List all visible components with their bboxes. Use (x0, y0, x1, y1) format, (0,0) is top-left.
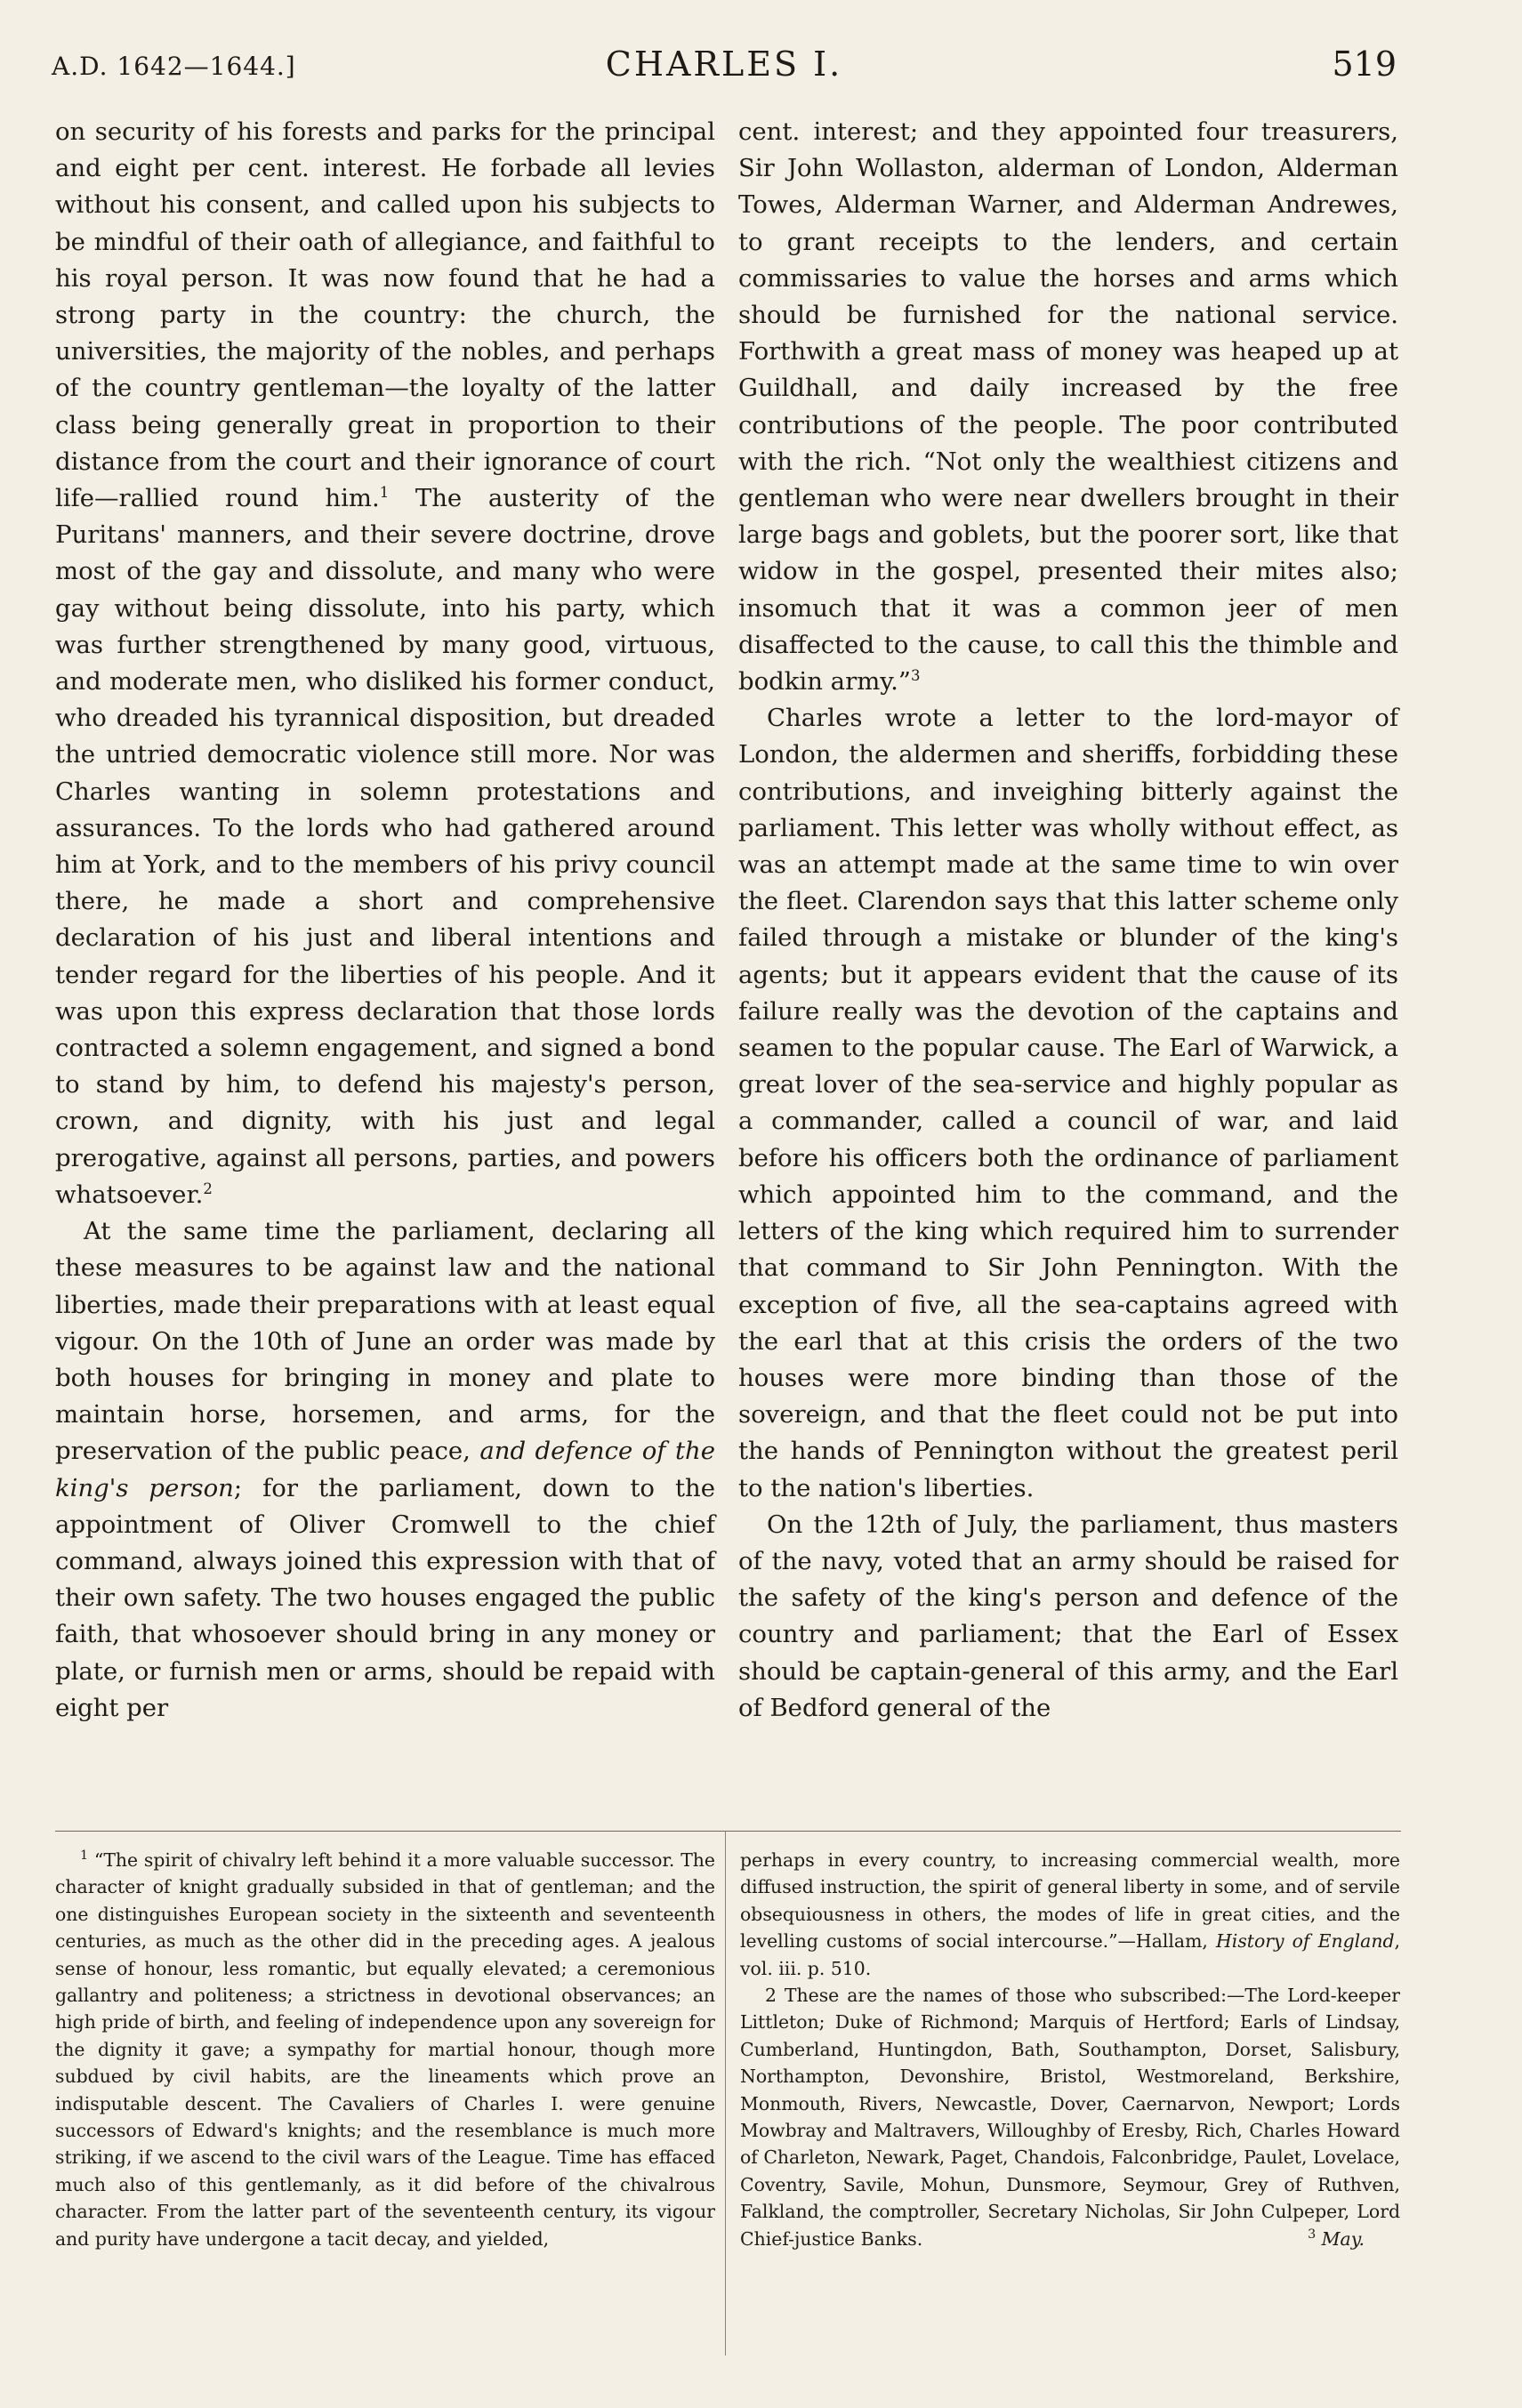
left-column (55, 114, 715, 1727)
footnote-text: perhaps in every country, to increasing commercial wealth, more diffused instruction, the spirit of general liberty in some, and of servile obsequiousness in others, the modes of life in great cities, and the levelling customs of social intercourse.”—Hallam, (740, 1849, 1400, 1953)
footnote-2 (740, 1982, 1400, 2252)
footnote-source-title: History of England (1216, 1930, 1395, 1953)
paragraph (738, 114, 1398, 700)
footnotes-left (55, 1847, 715, 2252)
footnote-column-rule (725, 1831, 726, 2356)
footnote-ref-2: 2 (203, 1180, 213, 1197)
footnote-3 (1283, 2226, 1400, 2252)
italic-phrase: and defence of the king's person (55, 1437, 715, 1502)
paragraph-text: on security of his forests and parks for the principal and eight per cent. interest. He forbade all levies without his consent, and called upon his subjects to be mindful of their oath of allegiance, and faithful to his royal person. It was now found that he had a strong party in the country: the church, the universities, the majority of the nobles, and perhaps of the country gentleman—the loyalty of the latter class being generally great in proportion to their distance from the court and their ignorance of court life—rallied round him. (55, 117, 715, 513)
right-column (738, 114, 1398, 1727)
running-header (52, 44, 1397, 89)
footnote-marker: 1 (80, 1848, 89, 1864)
footnote-1-continued (740, 1847, 1400, 1982)
footnote-ref-3: 3 (910, 666, 921, 684)
footnotes-right (740, 1847, 1400, 2252)
page-number: 519 (1332, 44, 1397, 84)
footnote-divider (55, 1831, 1401, 1832)
footnote-text: May. (1321, 2227, 1365, 2250)
footnote-text: , vol. iii. p. 510. (740, 1930, 1400, 1979)
paragraph: Charles wrote a letter to the lord-mayor of London, the aldermen and sheriffs, forbidding these contributions, and inveighing bitterly against the parliament. This letter was wholly without effect, as was an attempt made at the same time to win over the fleet. Clarendon says that this latter scheme only failed through a mistake or blunder of the king's agents; but it appears evident that the cause of its failure really was the devotion of the captains and seamen to the popular cause. The Earl of Warwick, a great lover of the sea-service and highly popular as a commander, called a council of war, and laid before his officers both the ordinance of parliament which appointed him to the command, and the letters of the king which required him to surrender that command to Sir John Pennington. With the exception of five, all the sea-captains agreed with the earl that at this crisis the orders of the two houses were more binding than those of the sovereign, and that the fleet could not be put into the hands of Pennington without the greatest peril to the nation's liberties. (738, 704, 1398, 1502)
header-date-range: A.D. 1642—1644.] (52, 52, 296, 81)
footnote-text: These are the names of those who subscribed:—The Lord-keeper Littleton; Duke of Richmond; Marquis of Hertford; Earls of Lindsay, Cumberland, Huntingdon, Bath, Southampton, Dorset, Salisbury, Northampton, Devonshire, Bristol, Westmoreland, Berkshire, Monmouth, Rivers, Newcastle, Dover, Caernarvon, Newport; Lords Mowbray and Maltravers, Willoughby of Eresby, Rich, Charles Howard of Charleton, Newark, Paget, Chandois, Falconbridge, Paulet, Lovelace, Coventry, Savile, Mohun, Dunsmore, Seymour, Grey of Ruthven, Falkland, the comptroller, Secretary Nicholas, Sir John Culpeper, Lord Chief-justice Banks. (740, 1985, 1400, 2250)
header-title: CHARLES I. (605, 44, 843, 84)
paragraph-text: The austerity of the Puritans' manners, and their severe doctrine, drove most of the gay and dissolute, and many who were gay without being dissolute, into his party, which was further strengthened by many good, virtuous, and moderate men, who disliked his former conduct, who dreaded his tyrannical disposition, but dreaded the untried democratic violence still more. Nor was Charles wanting in solemn protestations and assurances. To the lords who had gathered around him at York, and to the members of his privy council there, he made a short and comprehensive declaration of his just and liberal intentions and tender regard for the liberties of his people. And it was upon this express declaration that those lords contracted a solemn engagement, and signed a bond to stand by him, to defend his majesty's person, crown, and dignity, with his just and legal prerogative, against all persons, parties, and powers whatsoever. (55, 484, 716, 1209)
paragraph (55, 1213, 715, 1727)
paragraph: On the 12th of July, the parliament, thus masters of the navy, voted that an army should be raised for the safety of the king's person and defence of the country and parliament; that the Earl of Essex should be captain-general of this army, and the Earl of Bedford general of the (738, 1510, 1398, 1722)
footnote-marker: 2 (765, 1985, 777, 2007)
paragraph-text: At the same time the parliament, declaring all these measures to be against law and the national liberties, made their preparations with at least equal vigour. On the 10th of June an order was made by both houses for bringing in money and plate to maintain horse, horsemen, and arms, for the preservation of the public peace, (55, 1217, 715, 1466)
footnote-marker: 3 (1308, 2227, 1317, 2242)
paragraph (55, 114, 715, 1213)
footnote-1 (55, 1847, 715, 2252)
paragraph-text: ; for the parliament, down to the appointment of Oliver Cromwell to the chief command, always joined this expression with that of their own safety. The two houses engaged the public faith, that whosoever should bring in any money or plate, or furnish men or arms, should be repaid with eight per (55, 1473, 716, 1722)
paragraph-text: cent. interest; and they appointed four treasurers, Sir John Wollaston, alderman of London, Alderman Towes, Alderman Warner, and Alderman Andrewes, to grant receipts to the lenders, and certain commissaries to value the horses and arms which should be furnished for the national service. Forthwith a great mass of money was heaped up at Guildhall, and daily increased by the free contributions of the people. The poor contributed with the rich. “Not only the wealthiest citizens and gentleman who were near dwellers brought in their large bags and goblets, but the poorer sort, like that widow in the gospel, presented their mites also; insomuch that it was a common jeer of men disaffected to the cause, to call this the thimble and bodkin army.” (738, 117, 1398, 697)
footnote-ref-1: 1 (379, 483, 390, 501)
footnote-text: “The spirit of chivalry left behind it a more valuable successor. The character of knight gradually subsided in that of gentleman; and the one distinguishes European society in the sixteenth and seventeenth centuries, as much as the other did in the preceding ages. A jealous sense of honour, less romantic, but equally elevated; a ceremonious gallantry and politeness; a strictness in devotional observances; an high pride of birth, and feeling of independence upon any sovereign for the dignity it gave; a sympathy for martial honour, though more subdued by civil habits, are the lineaments which prove an indisputable descent. The Cavaliers of Charles I. were genuine successors of Edward's knights; and the resemblance is much more striking, if we ascend to the civil wars of the League. Time has effaced much also of this gentlemanly, as it did before of the chivalrous character. From the latter part of the seventeenth century, its vigour and purity have undergone a tacit decay, and yielded, (55, 1849, 715, 2250)
